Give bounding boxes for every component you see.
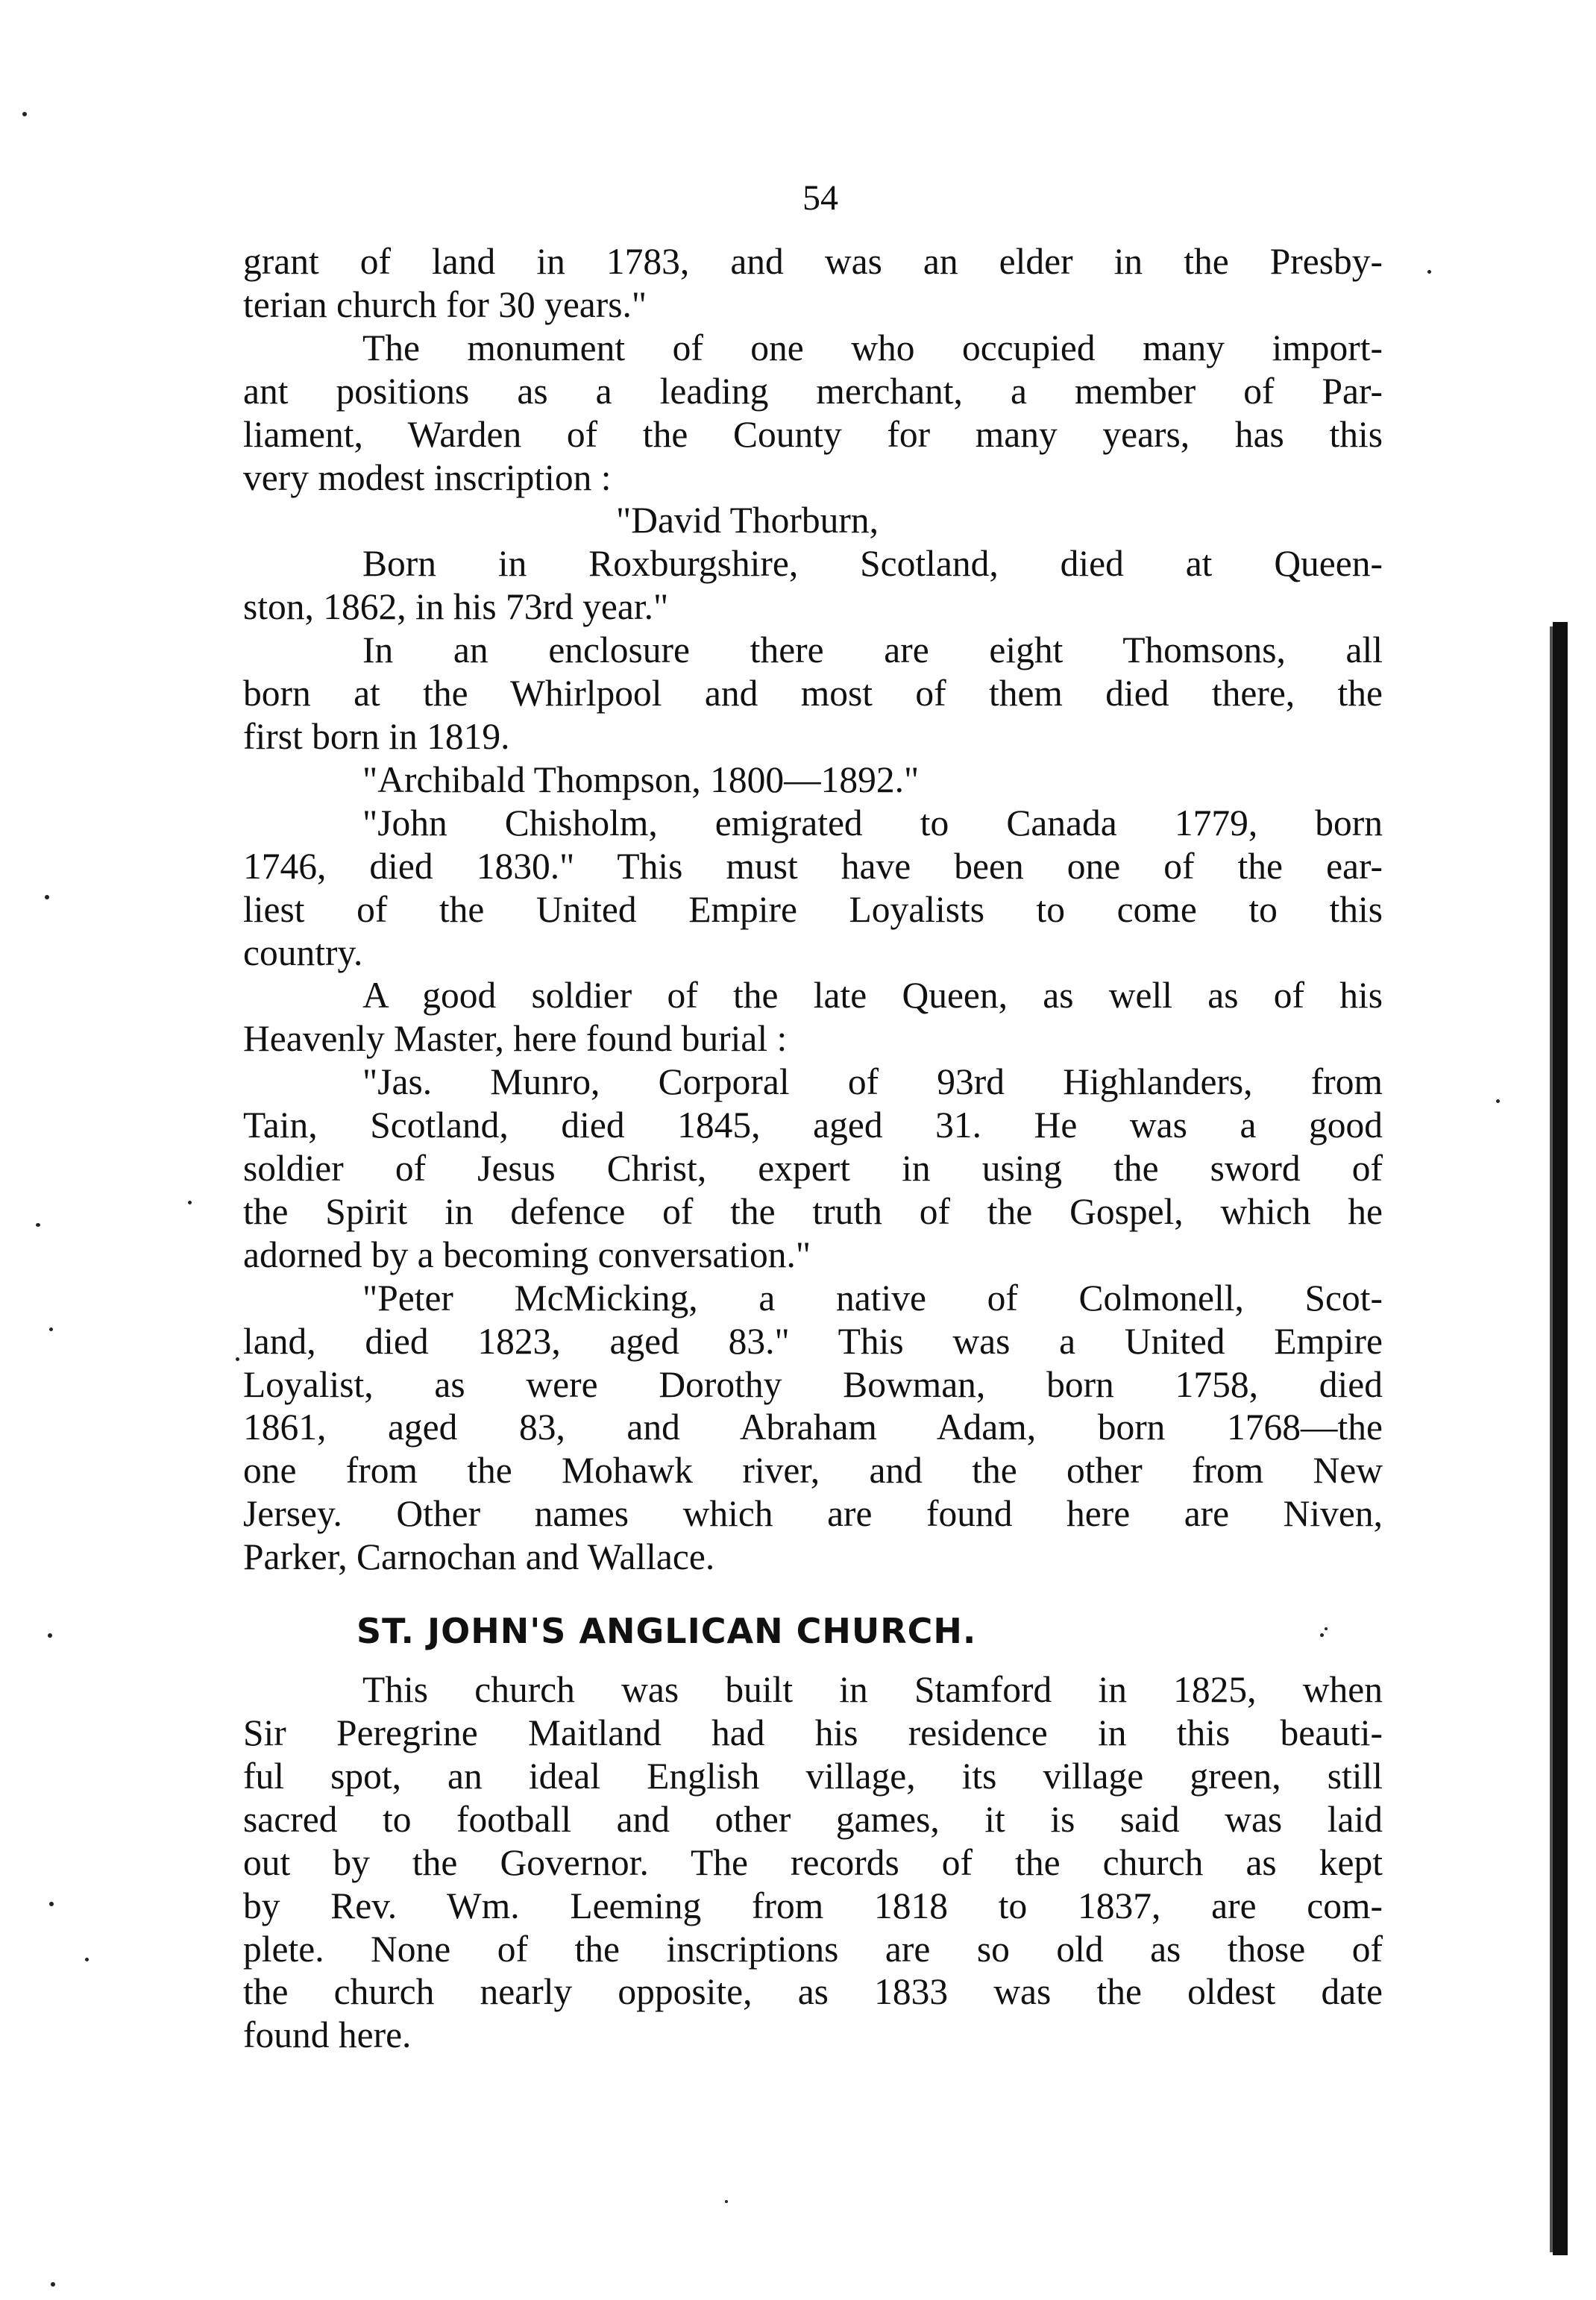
text-line: out by the Governor. The records of the church as kept bbox=[243, 1841, 1383, 1883]
scan-speck bbox=[236, 1357, 239, 1361]
text-line: Loyalist, as were Dorothy Bowman, born 1758, died bbox=[243, 1363, 1383, 1405]
text-line: terian church for 30 years." bbox=[243, 283, 647, 325]
text-line: the Spirit in defence of the truth of the Gospel, which he bbox=[243, 1190, 1383, 1232]
paragraph-st-johns bbox=[243, 1668, 1383, 2057]
text-line: "John Chisholm, emigrated to Canada 1779, born bbox=[362, 802, 1383, 843]
scan-speck bbox=[1320, 1633, 1324, 1637]
inscription-mcmicking bbox=[243, 1277, 1383, 1579]
paragraph-thomsons bbox=[243, 629, 1383, 758]
scan-speck bbox=[85, 1958, 89, 1961]
scan-speck bbox=[1496, 1099, 1500, 1103]
inscription-chisholm bbox=[243, 802, 1383, 975]
text-line: very modest inscription : bbox=[243, 456, 612, 498]
text-line: Heavenly Master, here found burial : bbox=[243, 1018, 788, 1060]
text-line: found here. bbox=[243, 2014, 412, 2056]
inscription-thorburn-name bbox=[243, 499, 1383, 542]
body-text bbox=[243, 240, 1383, 2057]
scan-speck bbox=[45, 895, 49, 899]
scan-speck bbox=[1427, 270, 1431, 274]
text-line: "Jas. Munro, Corporal of 93rd Highlanders, from bbox=[362, 1061, 1383, 1103]
text-line: the church nearly opposite, as 1833 was the oldest date bbox=[243, 1971, 1383, 2013]
inscription-archibald-thompson bbox=[243, 758, 1383, 802]
text-line: 1746, died 1830." This must have been one of the ear- bbox=[243, 845, 1383, 887]
text-line: soldier of Jesus Christ, expert in using the sword of bbox=[243, 1148, 1383, 1190]
page-number: 54 bbox=[802, 178, 838, 218]
scan-speck bbox=[51, 2282, 55, 2287]
text-line: Sir Peregrine Maitland had his residence in this beauti- bbox=[243, 1712, 1383, 1753]
scan-speck bbox=[36, 1223, 40, 1227]
section-heading: ST. JOHN'S ANGLICAN CHURCH. bbox=[356, 1611, 977, 1652]
paragraph-land-grant bbox=[243, 240, 1383, 327]
text-line: plete. None of the inscriptions are so old as those of bbox=[243, 1928, 1383, 1970]
text-line: grant of land in 1783, and was an elder in the Presby- bbox=[243, 241, 1383, 282]
text-line: ston, 1862, in his 73rd year." bbox=[243, 586, 669, 628]
scan-speck bbox=[188, 1201, 192, 1204]
inscription-thorburn bbox=[243, 542, 1383, 629]
text-line: Tain, Scotland, died 1845, aged 31. He was a good bbox=[243, 1105, 1383, 1146]
text-line: ant positions as a leading merchant, a member of Par- bbox=[243, 370, 1383, 412]
paragraph-monument bbox=[243, 327, 1383, 500]
scan-edge-bar bbox=[1553, 622, 1568, 2255]
scan-speck bbox=[1325, 1627, 1328, 1630]
text-line: country. bbox=[243, 931, 363, 973]
text-line: liest of the United Empire Loyalists to come to this bbox=[243, 888, 1383, 930]
text-line: "Archibald Thompson, 1800—1892." bbox=[362, 758, 920, 800]
text-line: In an enclosure there are eight Thomsons, all bbox=[362, 629, 1383, 671]
text-line: land, died 1823, aged 83." This was a United Empire bbox=[243, 1320, 1383, 1362]
scan-speck bbox=[49, 1327, 53, 1331]
text-line: ful spot, an ideal English village, its village green, still bbox=[243, 1755, 1383, 1797]
text-line: one from the Mohawk river, and the other from New bbox=[243, 1450, 1383, 1492]
text-line: This church was built in Stamford in 1825, when bbox=[362, 1669, 1383, 1711]
scan-speck bbox=[49, 1902, 54, 1906]
text-line: Parker, Carnochan and Wallace. bbox=[243, 1536, 715, 1578]
text-line: first born in 1819. bbox=[243, 715, 510, 757]
text-line: by Rev. Wm. Leeming from 1818 to 1837, are com- bbox=[243, 1885, 1383, 1926]
text-line: The monument of one who occupied many import- bbox=[362, 327, 1383, 368]
text-line: 1861, aged 83, and Abraham Adam, born 1768—the bbox=[243, 1407, 1383, 1448]
text-line: liament, Warden of the County for many years, has this bbox=[243, 413, 1383, 455]
text-line: "David Thorburn, bbox=[616, 500, 879, 541]
text-line: Jersey. Other names which are found here are Niven, bbox=[243, 1493, 1383, 1535]
paragraph-good-soldier bbox=[243, 974, 1383, 1061]
scan-speck bbox=[48, 1633, 52, 1638]
inscription-munro bbox=[243, 1061, 1383, 1277]
text-line: Born in Roxburgshire, Scotland, died at Queen- bbox=[362, 543, 1383, 585]
text-line: "Peter McMicking, a native of Colmonell, Scot- bbox=[362, 1277, 1383, 1319]
text-line: born at the Whirlpool and most of them died there, the bbox=[243, 673, 1383, 714]
text-line: A good soldier of the late Queen, as well as of his bbox=[362, 975, 1383, 1017]
text-line: adorned by a becoming conversation." bbox=[243, 1234, 811, 1275]
scan-speck bbox=[22, 112, 27, 116]
scan-speck bbox=[725, 2200, 728, 2203]
text-line: sacred to football and other games, it is said was laid bbox=[243, 1798, 1383, 1840]
